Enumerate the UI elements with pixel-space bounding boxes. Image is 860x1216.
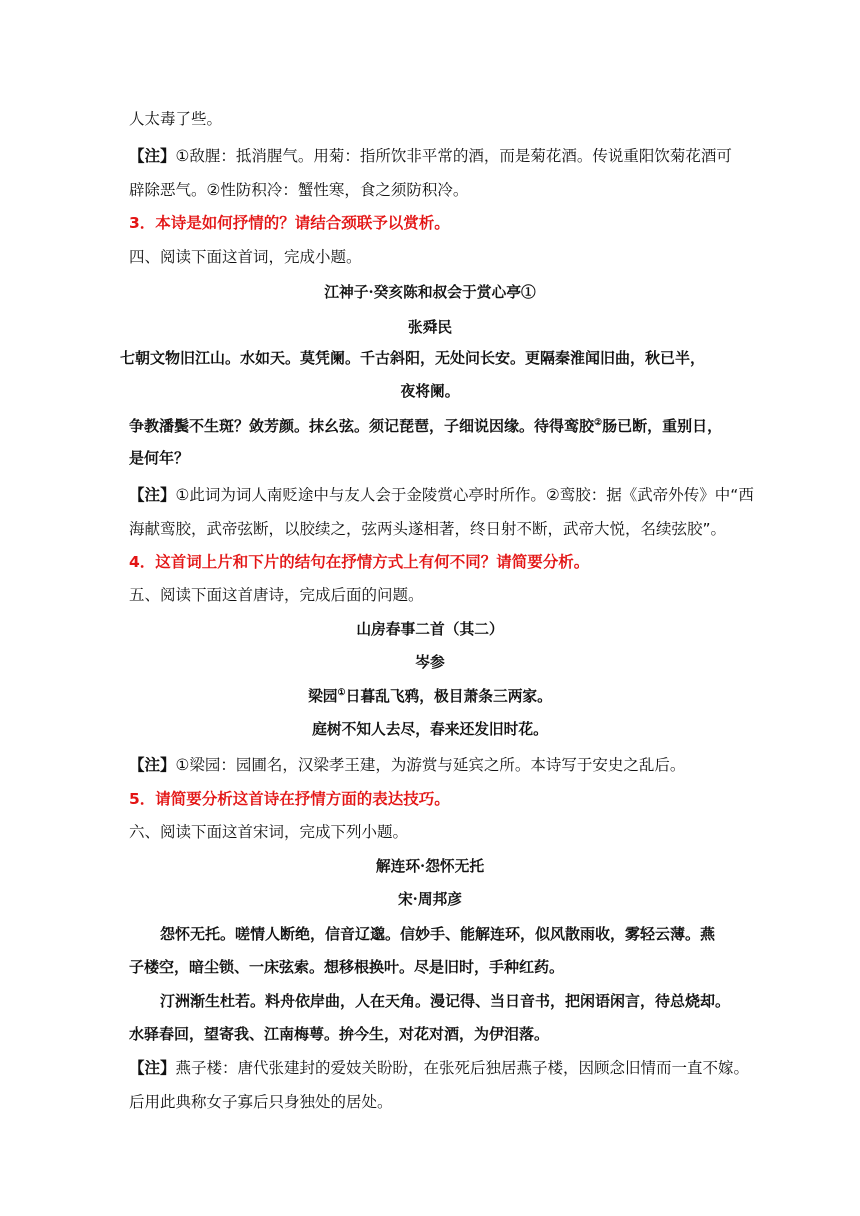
footnote-marker: ① — [337, 688, 346, 699]
section6-poem-author: 宋·周邦彦 — [397, 891, 463, 908]
section6-para1-line2: 子楼空，暗尘锁、一床弦索。想移根换叶。尽是旧时，手种红药。 — [129, 958, 565, 976]
question-5: 5．请简要分析这首诗在抒情方面的表达技巧。 — [129, 790, 450, 808]
section6-poem-title: 解连环·怨怀无托 — [375, 858, 485, 875]
note-label: 【注】 — [129, 756, 176, 774]
section4-poem-line2: 夜将阑。 — [400, 383, 460, 400]
note-label: 【注】 — [129, 147, 176, 165]
note-label: 【注】 — [129, 486, 176, 504]
section6-para2-line1: 汀洲渐生杜若。料舟依岸曲，人在天角。漫记得、当日音书，把闲语闲言，待总烧却。 — [160, 992, 731, 1010]
section4-instruction: 四、阅读下面这首词，完成小题。 — [129, 248, 362, 266]
section4-poem-title: 江神子·癸亥陈和叔会于赏心亭① — [324, 284, 536, 301]
note-q3-line1: 【注】①敌腥：抵消腥气。用菊：指所饮非平常的酒，而是菊花酒。传说重阳饮菊花酒可 — [129, 147, 732, 165]
section5-instruction: 五、阅读下面这首唐诗，完成后面的问题。 — [129, 586, 424, 604]
footnote-marker: ② — [594, 418, 603, 428]
section4-poem-line1: 七朝文物旧江山。水如天。莫凭阑。千古斜阳，无处问长安。更隔秦淮闻旧曲，秋已半， — [120, 349, 706, 367]
note-s4-line2: 海献鸾胶，武帝弦断，以胶续之，弦两头遂相著，终日射不断，武帝大悦，名续弦胶”。 — [129, 520, 727, 538]
section6-para1-line1: 怨怀无托。嗟情人断绝，信音辽邈。信妙手、能解连环，似风散雨收，雾轻云薄。燕 — [160, 925, 716, 943]
note-s4-line1: 【注】①此词为词人南贬途中与友人会于金陵赏心亭时所作。②鸾胶：据《武帝外传》中“西 — [129, 486, 754, 504]
note-label: 【注】 — [129, 1059, 176, 1077]
section6-instruction: 六、阅读下面这首宋词，完成下列小题。 — [129, 823, 409, 841]
section4-poem-line3: 争教潘鬓不生斑？敛芳颜。抹幺弦。须记琵琶，子细说因缘。待得鸾胶②肠已断，重别日， — [129, 417, 723, 435]
section5-poem-author: 岑参 — [415, 654, 445, 671]
note-s6-line1: 【注】燕子楼：唐代张建封的爱妓关盼盼，在张死后独居燕子楼，因顾念旧情而一直不嫁。 — [129, 1059, 750, 1077]
note-q3-line2: 辟除恶气。②性防积冷：蟹性寒，食之须防积冷。 — [129, 181, 469, 199]
section4-poem-author: 张舜民 — [407, 319, 453, 336]
note-s5-line1: 【注】①梁园：园圃名，汉梁孝王建，为游赏与延宾之所。本诗写于安史之乱后。 — [129, 756, 686, 774]
section5-poem-line2: 庭树不知人去尽，春来还发旧时花。 — [312, 721, 548, 738]
section5-poem-title: 山房春事二首（其二） — [356, 621, 504, 638]
question-3: 3．本诗是如何抒情的？请结合颈联予以赏析。 — [129, 214, 450, 232]
section5-poem-line1: 梁园①日暮乱飞鸦，极目萧条三两家。 — [308, 688, 552, 705]
section4-poem-line4: 是何年？ — [129, 449, 190, 467]
note-s6-line2: 后用此典称女子寡后只身独处的居处。 — [129, 1093, 393, 1111]
continuation-text: 人太毒了些。 — [129, 110, 223, 128]
question-4: 4．这首词上片和下片的结句在抒情方式上有何不同？请简要分析。 — [129, 553, 590, 571]
section6-para2-line2: 水驿春回，望寄我、江南梅萼。拚今生，对花对酒，为伊泪落。 — [129, 1025, 550, 1043]
